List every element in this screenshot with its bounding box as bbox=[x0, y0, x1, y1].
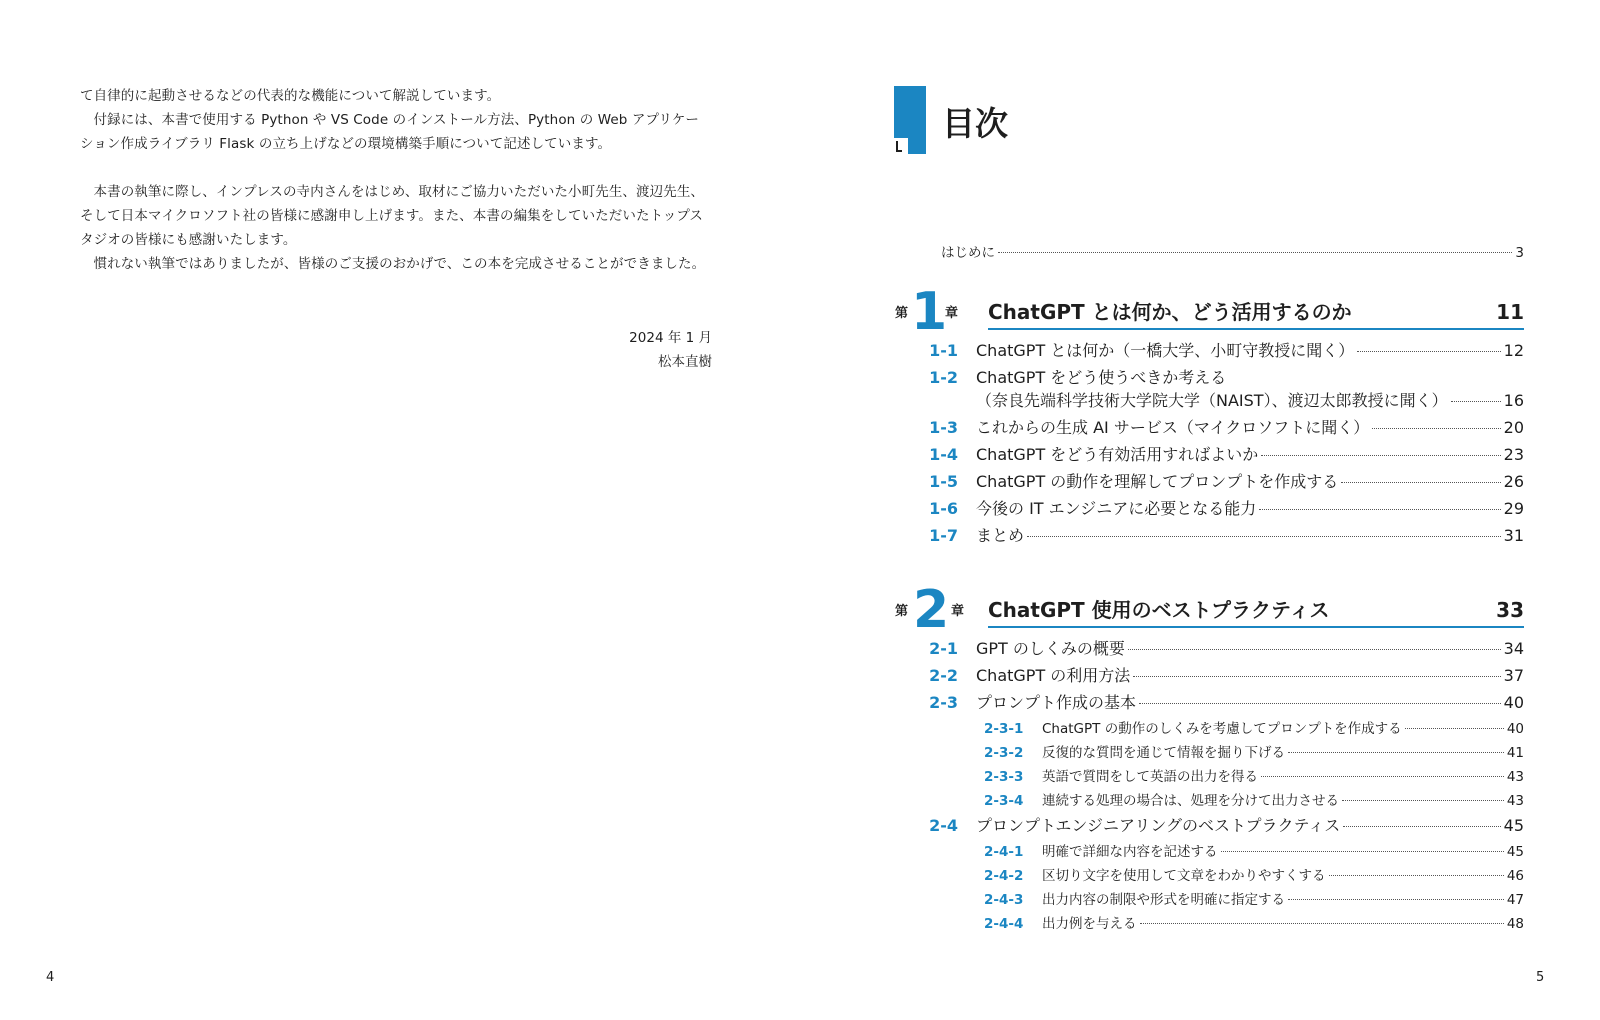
section-page: 26 bbox=[1503, 472, 1524, 491]
toc-subsection-entry[interactable] bbox=[984, 888, 1524, 908]
section-page: 16 bbox=[1503, 391, 1524, 410]
section-title: ChatGPT の動作を理解してプロンプトを作成する bbox=[976, 472, 1339, 491]
toc-intro-page: 3 bbox=[1515, 245, 1524, 261]
dot-leader bbox=[1261, 455, 1500, 456]
dot-leader bbox=[1341, 482, 1500, 483]
toc-subsection-entry[interactable] bbox=[984, 765, 1524, 785]
section-number: 1-6 bbox=[929, 499, 958, 518]
toc-subsection-entry[interactable] bbox=[984, 741, 1524, 761]
chapter-title-text: ChatGPT とは何か、どう活用するのか bbox=[988, 300, 1352, 324]
subsection-page: 40 bbox=[1506, 721, 1524, 737]
toc-subsection-entry[interactable] bbox=[984, 864, 1524, 884]
subsection-number: 2-3-3 bbox=[984, 769, 1024, 785]
section-page: 20 bbox=[1503, 418, 1524, 437]
dot-leader bbox=[1357, 351, 1500, 352]
section-number: 2-3 bbox=[929, 693, 958, 712]
toc-section-entry[interactable] bbox=[918, 415, 1524, 438]
section-page: 12 bbox=[1503, 341, 1524, 360]
subsection-number: 2-4-1 bbox=[984, 844, 1024, 860]
chapter-title[interactable] bbox=[988, 296, 1524, 330]
chapter-number: 1 bbox=[911, 282, 948, 342]
toc-section-entry[interactable] bbox=[918, 442, 1524, 465]
section-number: 1-7 bbox=[929, 526, 958, 545]
dot-leader bbox=[1139, 703, 1501, 704]
dot-leader bbox=[1372, 428, 1500, 429]
toc-subsection-entry[interactable] bbox=[984, 840, 1524, 860]
chapter-suffix: 章 bbox=[951, 604, 965, 619]
section-title: 今後の IT エンジニアに必要となる能力 bbox=[976, 499, 1257, 518]
section-title: プロンプトエンジニアリングのベストプラクティス bbox=[976, 816, 1341, 835]
section-number: 1-5 bbox=[929, 472, 958, 491]
toc-section-entry[interactable] bbox=[918, 496, 1524, 519]
section-number: 2-4 bbox=[929, 816, 958, 835]
section-page: 40 bbox=[1503, 693, 1524, 712]
toc-title: 目次 bbox=[942, 104, 1008, 143]
toc-subsection-entry[interactable] bbox=[984, 717, 1524, 737]
subsection-page: 45 bbox=[1506, 844, 1524, 860]
subsection-number: 2-4-2 bbox=[984, 868, 1024, 884]
chapter-prefix: 第 bbox=[895, 306, 909, 321]
toc-section-entry[interactable] bbox=[918, 338, 1524, 361]
subsection-number: 2-4-4 bbox=[984, 916, 1024, 932]
dot-leader bbox=[1288, 752, 1504, 753]
toc-section-entry[interactable] bbox=[918, 636, 1524, 659]
preface-paragraph: 付録には、本書で使用する Python や VS Code のインストール方法、Python の Web アプリケーション作成ライブラリ Flask の立ち上げなどの環境構築手順について記述しています。 bbox=[80, 112, 700, 152]
subsection-title: 反復的な質問を通じて情報を掘り下げる bbox=[1042, 745, 1285, 761]
section-title: GPT のしくみの概要 bbox=[976, 639, 1125, 658]
dot-leader bbox=[1343, 826, 1500, 827]
subsection-title: 明確で詳細な内容を記述する bbox=[1042, 844, 1218, 860]
chapter-title-text: ChatGPT 使用のベストプラクティス bbox=[988, 598, 1330, 622]
subsection-title: 出力例を与える bbox=[1042, 916, 1137, 932]
dot-leader bbox=[1329, 875, 1504, 876]
section-page: 31 bbox=[1503, 526, 1524, 545]
section-title: ChatGPT の利用方法 bbox=[976, 666, 1131, 685]
subsection-number: 2-3-1 bbox=[984, 721, 1024, 737]
dot-leader bbox=[1451, 401, 1501, 402]
chapter-title[interactable] bbox=[988, 594, 1524, 628]
section-page: 23 bbox=[1503, 445, 1524, 464]
bookmark-icon bbox=[894, 86, 926, 154]
section-title: ChatGPT とは何か（一橋大学、小町守教授に聞く） bbox=[976, 341, 1355, 360]
toc-intro-label: はじめに bbox=[941, 245, 995, 261]
section-title: ChatGPT をどう使うべきか考える bbox=[976, 368, 1227, 387]
subsection-title: ChatGPT の動作のしくみを考慮してプロンプトを作成する bbox=[1042, 721, 1402, 737]
section-title: プロンプト作成の基本 bbox=[976, 693, 1137, 712]
chapter-page: 11 bbox=[1496, 300, 1524, 324]
page-number-left: 4 bbox=[46, 970, 55, 985]
section-title: これからの生成 AI サービス（マイクロソフトに聞く） bbox=[976, 418, 1370, 437]
toc-section-entry[interactable] bbox=[918, 690, 1524, 713]
toc-section-entry[interactable] bbox=[918, 663, 1524, 686]
subsection-number: 2-3-2 bbox=[984, 745, 1024, 761]
dot-leader bbox=[1140, 923, 1504, 924]
preface-paragraph: 本書の執筆に際し、インプレスの寺内さんをはじめ、取材にご協力いただいた小町先生、渡辺先生、そして日本マイクロソフト社の皆様に感謝申し上げます。また、本書の編集をしていただいたトップスタジオの皆様にも感謝いたします。 bbox=[80, 184, 705, 248]
subsection-number: 2-4-3 bbox=[984, 892, 1024, 908]
preface-text bbox=[80, 84, 712, 276]
dot-leader bbox=[1342, 800, 1504, 801]
section-title-continued: （奈良先端科学技術大学院大学（NAIST）、渡辺太郎教授に聞く） bbox=[976, 391, 1448, 410]
toc-section-continued[interactable] bbox=[976, 388, 1524, 411]
preface-signature bbox=[629, 326, 712, 374]
dot-leader bbox=[1221, 851, 1504, 852]
section-number: 1-2 bbox=[929, 368, 958, 387]
chapter-suffix: 章 bbox=[945, 306, 959, 321]
dot-leader bbox=[1128, 649, 1501, 650]
page-number-right: 5 bbox=[1536, 970, 1545, 985]
subsection-page: 47 bbox=[1506, 892, 1524, 908]
subsection-page: 46 bbox=[1506, 868, 1524, 884]
toc-section-entry[interactable] bbox=[918, 523, 1524, 546]
section-page: 45 bbox=[1503, 816, 1524, 835]
preface-paragraph: て自律的に起動させるなどの代表的な機能について解説しています。 bbox=[80, 88, 501, 104]
toc-section-entry[interactable] bbox=[918, 365, 1524, 388]
chapter-prefix: 第 bbox=[895, 604, 909, 619]
subsection-number: 2-3-4 bbox=[984, 793, 1024, 809]
section-number: 1-3 bbox=[929, 418, 958, 437]
preface-date: 2024 年 1 月 bbox=[629, 330, 712, 346]
section-number: 1-1 bbox=[929, 341, 958, 360]
section-number: 1-4 bbox=[929, 445, 958, 464]
dot-leader bbox=[1288, 899, 1504, 900]
preface-paragraph: 慣れない執筆ではありましたが、皆様のご支援のおかげで、この本を完成させることができました。 bbox=[93, 256, 706, 272]
subsection-page: 43 bbox=[1506, 769, 1524, 785]
chapter-page: 33 bbox=[1496, 598, 1524, 622]
section-number: 2-2 bbox=[929, 666, 958, 685]
subsection-page: 41 bbox=[1506, 745, 1524, 761]
section-title: ChatGPT をどう有効活用すればよいか bbox=[976, 445, 1259, 464]
toc-section-entry[interactable] bbox=[918, 813, 1524, 836]
dot-leader bbox=[1027, 536, 1501, 537]
section-page: 37 bbox=[1503, 666, 1524, 685]
subsection-title: 連続する処理の場合は、処理を分けて出力させる bbox=[1042, 793, 1339, 809]
toc-entry-intro[interactable] bbox=[941, 241, 1524, 261]
dot-leader bbox=[1405, 728, 1504, 729]
subsection-title: 英語で質問をして英語の出力を得る bbox=[1042, 769, 1258, 785]
dot-leader bbox=[1133, 676, 1500, 677]
toc-subsection-entry[interactable] bbox=[984, 912, 1524, 932]
dot-leader bbox=[1259, 509, 1500, 510]
section-number: 2-1 bbox=[929, 639, 958, 658]
subsection-title: 区切り文字を使用して文章をわかりやすくする bbox=[1042, 868, 1326, 884]
subsection-page: 43 bbox=[1506, 793, 1524, 809]
section-page: 34 bbox=[1503, 639, 1524, 658]
preface-author: 松本直樹 bbox=[658, 354, 712, 370]
section-page: 29 bbox=[1503, 499, 1524, 518]
chapter-number: 2 bbox=[913, 580, 950, 640]
section-title: まとめ bbox=[976, 526, 1025, 545]
subsection-title: 出力内容の制限や形式を明確に指定する bbox=[1042, 892, 1285, 908]
dot-leader bbox=[998, 252, 1512, 253]
toc-section-entry[interactable] bbox=[918, 469, 1524, 492]
dot-leader bbox=[1261, 776, 1504, 777]
toc-subsection-entry[interactable] bbox=[984, 789, 1524, 809]
subsection-page: 48 bbox=[1506, 916, 1524, 932]
